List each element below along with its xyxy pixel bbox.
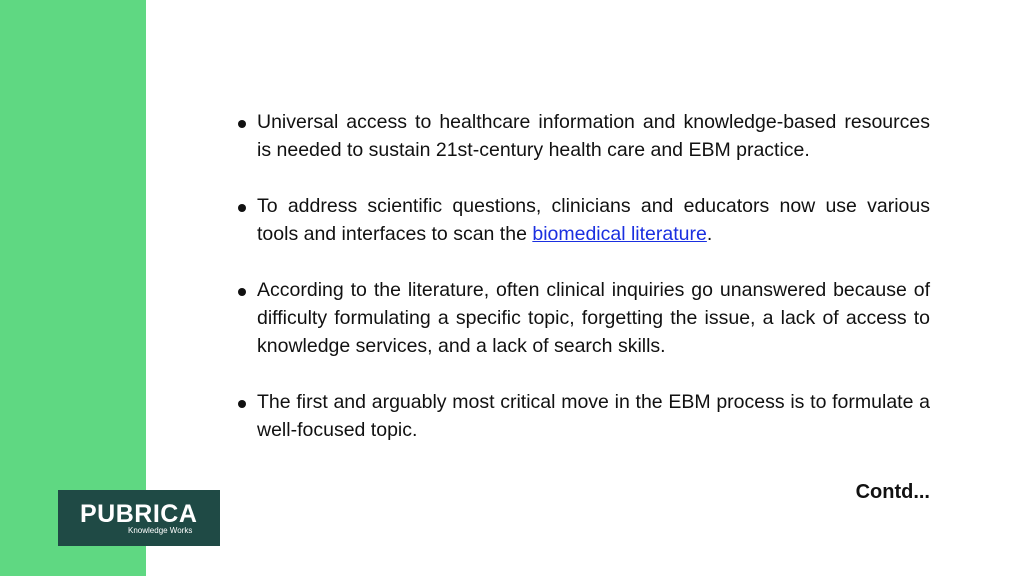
logo-wordmark: PUBRICA — [80, 500, 198, 528]
bullet-dot-icon — [238, 204, 246, 212]
bullet-text-end: . — [706, 223, 713, 245]
bullet-list — [236, 108, 930, 444]
bullet-dot-icon — [238, 288, 246, 296]
bullet-text: According to the literature, often clinical inquiries go unanswered because of difficulty formulating a specific topic, forgetting the issue, a lack of access to knowledge services, and a lack of search skills. — [257, 279, 930, 357]
continued-label: Contd... — [855, 481, 930, 503]
bullet-item — [236, 192, 930, 248]
pubrica-logo — [58, 490, 220, 546]
bullet-item — [236, 276, 930, 360]
biomedical-literature-link[interactable]: biomedical literature — [532, 223, 707, 245]
bullet-text: Universal access to healthcare information and knowledge-based resources is needed to sustain 21st-century health care and EBM practice. — [257, 111, 930, 161]
logo-tagline: Knowledge Works — [128, 526, 193, 535]
bullet-item — [236, 108, 930, 164]
bullet-item — [236, 388, 930, 444]
bullet-dot-icon — [238, 400, 246, 408]
bullet-text: To address scientific questions, clinicians and educators now use various tools and interfaces to scan the — [257, 195, 930, 245]
bullet-text: The first and arguably most critical move in the EBM process is to formulate a well-focused topic. — [257, 391, 930, 441]
bullet-dot-icon — [238, 120, 246, 128]
